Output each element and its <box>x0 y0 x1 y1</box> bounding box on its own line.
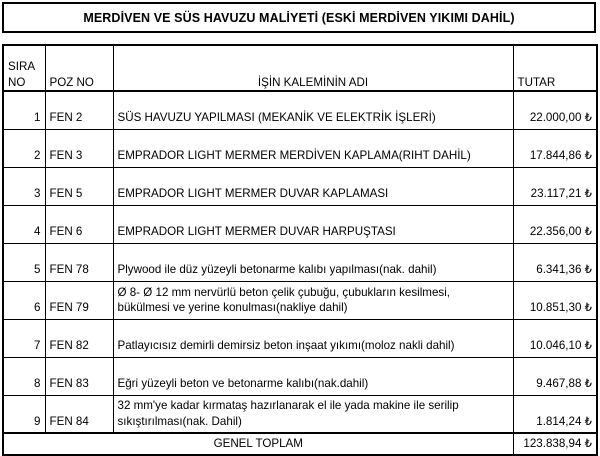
cell-description <box>113 281 513 319</box>
cell-tutar: 1.814,24 ₺ <box>513 395 597 433</box>
cell-description-line2: bükülmesi ve yerine konulması(nakliye dahil) <box>117 301 348 315</box>
cell-tutar: 10.851,30 ₺ <box>513 281 597 319</box>
cell-description-line1: Patlayıcısız demirli demirsiz beton inşaat yıkımı(moloz nakli dahil) <box>117 339 455 353</box>
cell-description-line1: 32 mm'ye kadar kırmataş hazırlanarak el ile yada makine ile serilip <box>117 399 459 413</box>
table-total-row <box>3 433 597 455</box>
cell-description <box>113 167 513 205</box>
cell-sira-no: 2 <box>3 129 45 167</box>
table-header <box>3 45 597 91</box>
table-row <box>3 281 597 319</box>
cell-description-line1: SÜS HAVUZU YAPILMASI (MEKANİK VE ELEKTRİK İŞLERİ) <box>117 111 436 125</box>
cell-sira-no: 3 <box>3 167 45 205</box>
cell-sira-no: 1 <box>3 91 45 129</box>
cell-sira-no: 6 <box>3 281 45 319</box>
cell-poz-no: FEN 5 <box>45 167 113 205</box>
cell-description-line1: Eğri yüzeyli beton ve betonarme kalıbı(nak.dahil) <box>117 377 369 391</box>
cell-sira-no: 5 <box>3 243 45 281</box>
cell-description-line2: sıkıştırılması(nak. Dahil) <box>117 414 242 428</box>
cell-poz-no: FEN 2 <box>45 91 113 129</box>
cell-tutar: 9.467,88 ₺ <box>513 357 597 395</box>
cell-description <box>113 243 513 281</box>
cell-description <box>113 395 513 433</box>
cell-sira-no: 7 <box>3 319 45 357</box>
cell-description <box>113 319 513 357</box>
cell-poz-no: FEN 84 <box>45 395 113 433</box>
cell-poz-no: FEN 83 <box>45 357 113 395</box>
cell-tutar: 22.356,00 ₺ <box>513 205 597 243</box>
cell-description-line1: Ø 8- Ø 12 mm nervürlü beton çelik çubuğu, çubukların kesilmesi, <box>117 285 450 299</box>
cell-tutar: 22.000,00 ₺ <box>513 91 597 129</box>
column-header-poz-no: POZ NO <box>45 45 113 91</box>
table-row <box>3 129 597 167</box>
table-header-row <box>3 45 597 91</box>
table-row <box>3 357 597 395</box>
cell-description-line1: EMPRADOR LIGHT MERMER MERDİVEN KAPLAMA(RIHT DAHİL) <box>117 149 471 163</box>
table-row <box>3 91 597 129</box>
cost-table <box>2 44 598 456</box>
table-row <box>3 395 597 433</box>
page-title: MERDİVEN VE SÜS HAVUZU MALİYETİ (ESKİ MERDİVEN YIKIMI DAHİL) <box>83 10 515 25</box>
column-header-sira-no-line2: NO <box>8 75 26 89</box>
cell-description <box>113 205 513 243</box>
table-row <box>3 205 597 243</box>
cell-tutar: 6.341,36 ₺ <box>513 243 597 281</box>
cell-sira-no: 9 <box>3 395 45 433</box>
cell-poz-no: FEN 79 <box>45 281 113 319</box>
cell-tutar: 10.046,10 ₺ <box>513 319 597 357</box>
cell-description-line1: EMPRADOR LIGHT MERMER DUVAR KAPLAMASI <box>117 187 389 201</box>
table-body <box>3 91 597 455</box>
cell-description <box>113 129 513 167</box>
cell-description <box>113 357 513 395</box>
table-row <box>3 319 597 357</box>
column-header-sira-no <box>3 45 45 91</box>
cell-poz-no: FEN 82 <box>45 319 113 357</box>
cell-description-line1: Plywood ile düz yüzeyli betonarme kalıbı yapılması(nak. dahil) <box>117 263 437 277</box>
cell-description-line1: EMPRADOR LIGHT MERMER DUVAR HARPUŞTASI <box>117 225 396 239</box>
table-row <box>3 167 597 205</box>
cell-sira-no: 8 <box>3 357 45 395</box>
column-header-isin-kaleminin-adi: İŞİN KALEMİNİN ADI <box>113 45 513 91</box>
total-value: 123.838,94 ₺ <box>513 433 597 455</box>
cell-description <box>113 91 513 129</box>
cell-poz-no: FEN 3 <box>45 129 113 167</box>
column-header-sira-no-line1: SIRA <box>8 60 36 74</box>
cell-tutar: 17.844,86 ₺ <box>513 129 597 167</box>
cell-poz-no: FEN 6 <box>45 205 113 243</box>
document-title-box <box>2 2 596 33</box>
column-header-tutar: TUTAR <box>513 45 597 91</box>
cell-tutar: 23.117,21 ₺ <box>513 167 597 205</box>
cell-sira-no: 4 <box>3 205 45 243</box>
total-label: GENEL TOPLAM <box>3 433 513 455</box>
cell-poz-no: FEN 78 <box>45 243 113 281</box>
table-row <box>3 243 597 281</box>
